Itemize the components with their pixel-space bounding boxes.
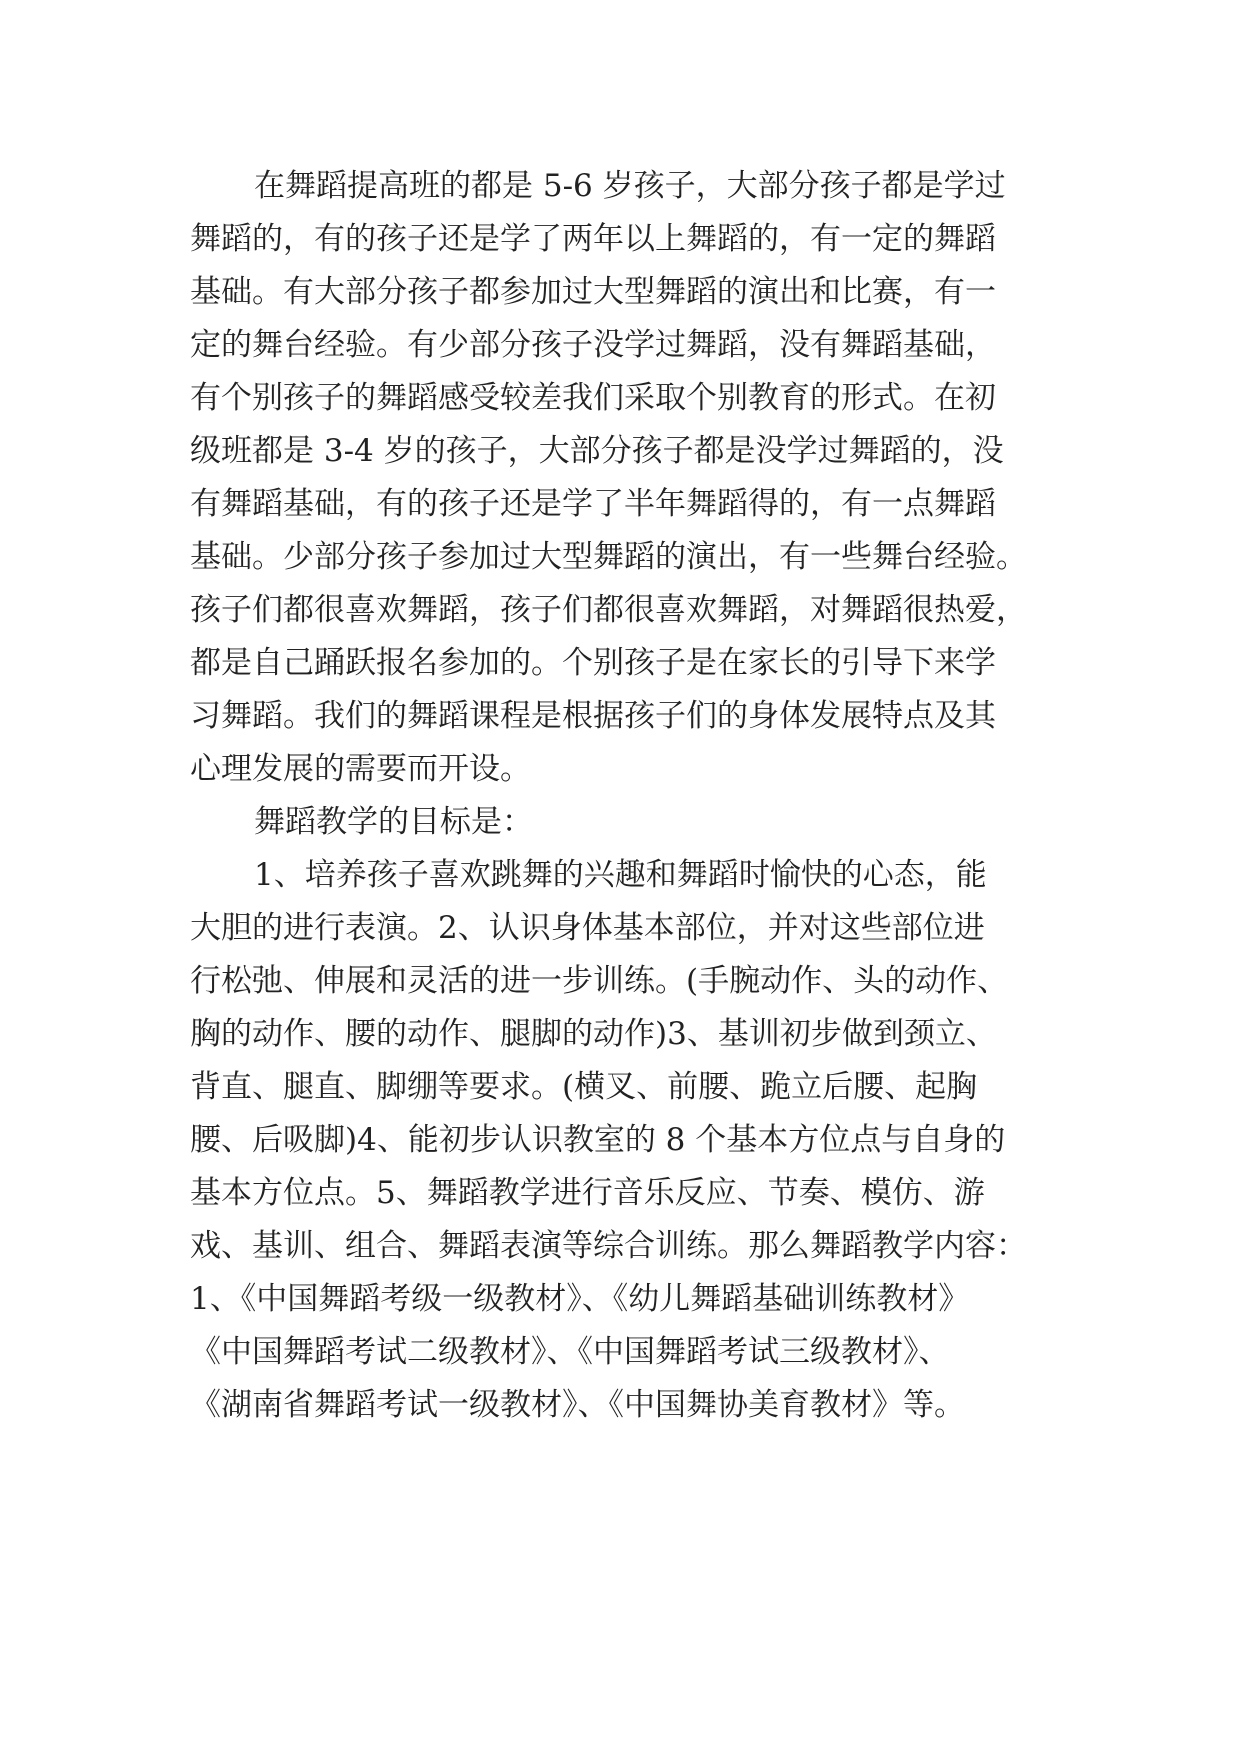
- text-line: 基础。有大部分孩子都参加过大型舞蹈的演出和比赛，有一: [190, 274, 996, 310]
- text-line: 基本方位点。5、舞蹈教学进行音乐反应、节奏、模仿、游: [190, 1175, 985, 1211]
- text-line: 心理发展的需要而开设。: [190, 751, 531, 787]
- text-line: 戏、基训、组合、舞蹈表演等综合训练。那么舞蹈教学内容：: [190, 1228, 1027, 1264]
- text-line: 腰、后吸脚)4、能初步认识教室的 8 个基本方位点与自身的: [190, 1122, 1006, 1158]
- paragraph-student-background: [190, 160, 1070, 796]
- text-line: 行松弛、伸展和灵活的进一步训练。(手腕动作、头的动作、: [190, 963, 1009, 999]
- text-line: 1、培养孩子喜欢跳舞的兴趣和舞蹈时愉快的心态，能: [254, 857, 987, 893]
- text-line: 基础。少部分孩子参加过大型舞蹈的演出，有一些舞台经验。: [190, 539, 1027, 575]
- text-line: 背直、腿直、脚绷等要求。(横叉、前腰、跪立后腰、起胸: [190, 1069, 978, 1105]
- text-line: 都是自己踊跃报名参加的。个别孩子是在家长的引导下来学: [190, 645, 996, 681]
- text-line: 级班都是 3-4 岁的孩子，大部分孩子都是没学过舞蹈的，没: [190, 433, 1004, 469]
- text-line: 舞蹈的，有的孩子还是学了两年以上舞蹈的，有一定的舞蹈: [190, 221, 996, 257]
- text-line: 《中国舞蹈考试二级教材》、《中国舞蹈考试三级教材》、: [190, 1334, 950, 1370]
- text-line: 大胆的进行表演。2、认识身体基本部位，并对这些部位进: [190, 910, 985, 946]
- document-body: [190, 160, 1070, 1432]
- text-line: 《湖南省舞蹈考试一级教材》、《中国舞协美育教材》等。: [190, 1387, 965, 1423]
- text-line: 胸的动作、腰的动作、腿脚的动作)3、基训初步做到颈立、: [190, 1016, 997, 1052]
- text-line: 有个别孩子的舞蹈感受较差我们采取个别教育的形式。在初: [190, 380, 996, 416]
- text-line: 1、《中国舞蹈考级一级教材》、《幼儿舞蹈基础训练教材》: [190, 1281, 970, 1317]
- text-line: 舞蹈教学的目标是：: [254, 804, 533, 840]
- text-line: 定的舞台经验。有少部分孩子没学过舞蹈，没有舞蹈基础，: [190, 327, 996, 363]
- text-line: 有舞蹈基础，有的孩子还是学了半年舞蹈得的，有一点舞蹈: [190, 486, 996, 522]
- paragraph-teaching-goals-heading: [190, 796, 1070, 849]
- text-line: 孩子们都很喜欢舞蹈，孩子们都很喜欢舞蹈，对舞蹈很热爱，: [190, 592, 1027, 628]
- text-line: 在舞蹈提高班的都是 5-6 岁孩子，大部分孩子都是学过: [254, 168, 1006, 204]
- text-line: 习舞蹈。我们的舞蹈课程是根据孩子们的身体发展特点及其: [190, 698, 996, 734]
- paragraph-teaching-goals: [190, 849, 1070, 1432]
